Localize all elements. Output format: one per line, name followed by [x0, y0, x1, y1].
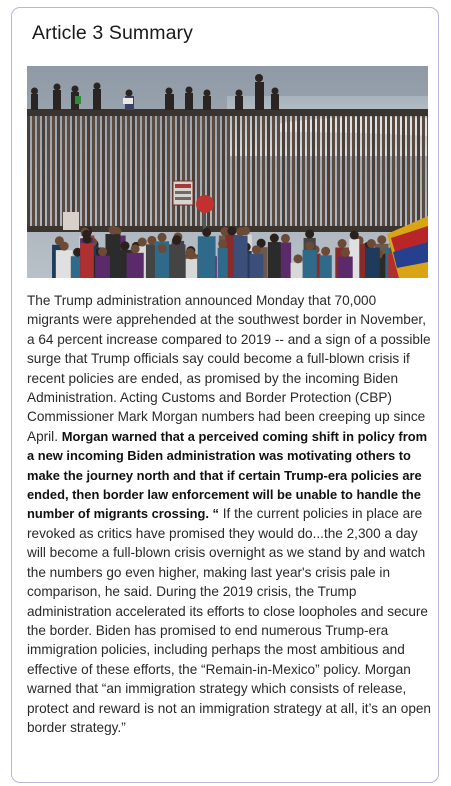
- article-summary-card: [11, 7, 439, 783]
- summary-bold-quote: Morgan warned that a perceived coming shift in policy from a new incoming Biden administration was motivating others to make the journey north and that if certain Trump-era policies are ended, then border law enforcement will be unable to handle the number of migrants crossing. “: [27, 428, 428, 522]
- summary-text: [27, 291, 431, 737]
- article-photo: [27, 66, 428, 278]
- border-wall-photo: [27, 66, 428, 278]
- summary-part-1: The Trump administration announced Monday that 70,000 migrants were apprehended at the southwest border in November, a 64 percent increase compared to 2019 -- and a sign of a possible surge that Trump officials say could become a full-blown crisis if recent policies are ended, as promised by the incoming Biden Administration. Acting Customs and Border Protection (CBP) Commissioner Mark Morgan numbers had been creeping up since April.: [27, 293, 431, 444]
- summary-part-2: If the current policies in place are revoked as critics have promised they would do...the 2,300 a day will become a full-blown crisis overnight as we stand by and watch the numbers go even higher, making last year's crisis pale in comparison, he said. During the 2019 crisis, the Trump administration accelerated its efforts to close loopholes and secure the border. Biden has promised to end numerous Trump-era immigration policies, including perhaps the most ambitious and effective of these efforts, the “Remain-in-Mexico” policy. Morgan warned that “an immigration strategy which consists of release, protect and reward is not an immigration strategy at all, it’s an open border strategy.”: [27, 506, 431, 735]
- card-title: Article 3 Summary: [32, 22, 193, 44]
